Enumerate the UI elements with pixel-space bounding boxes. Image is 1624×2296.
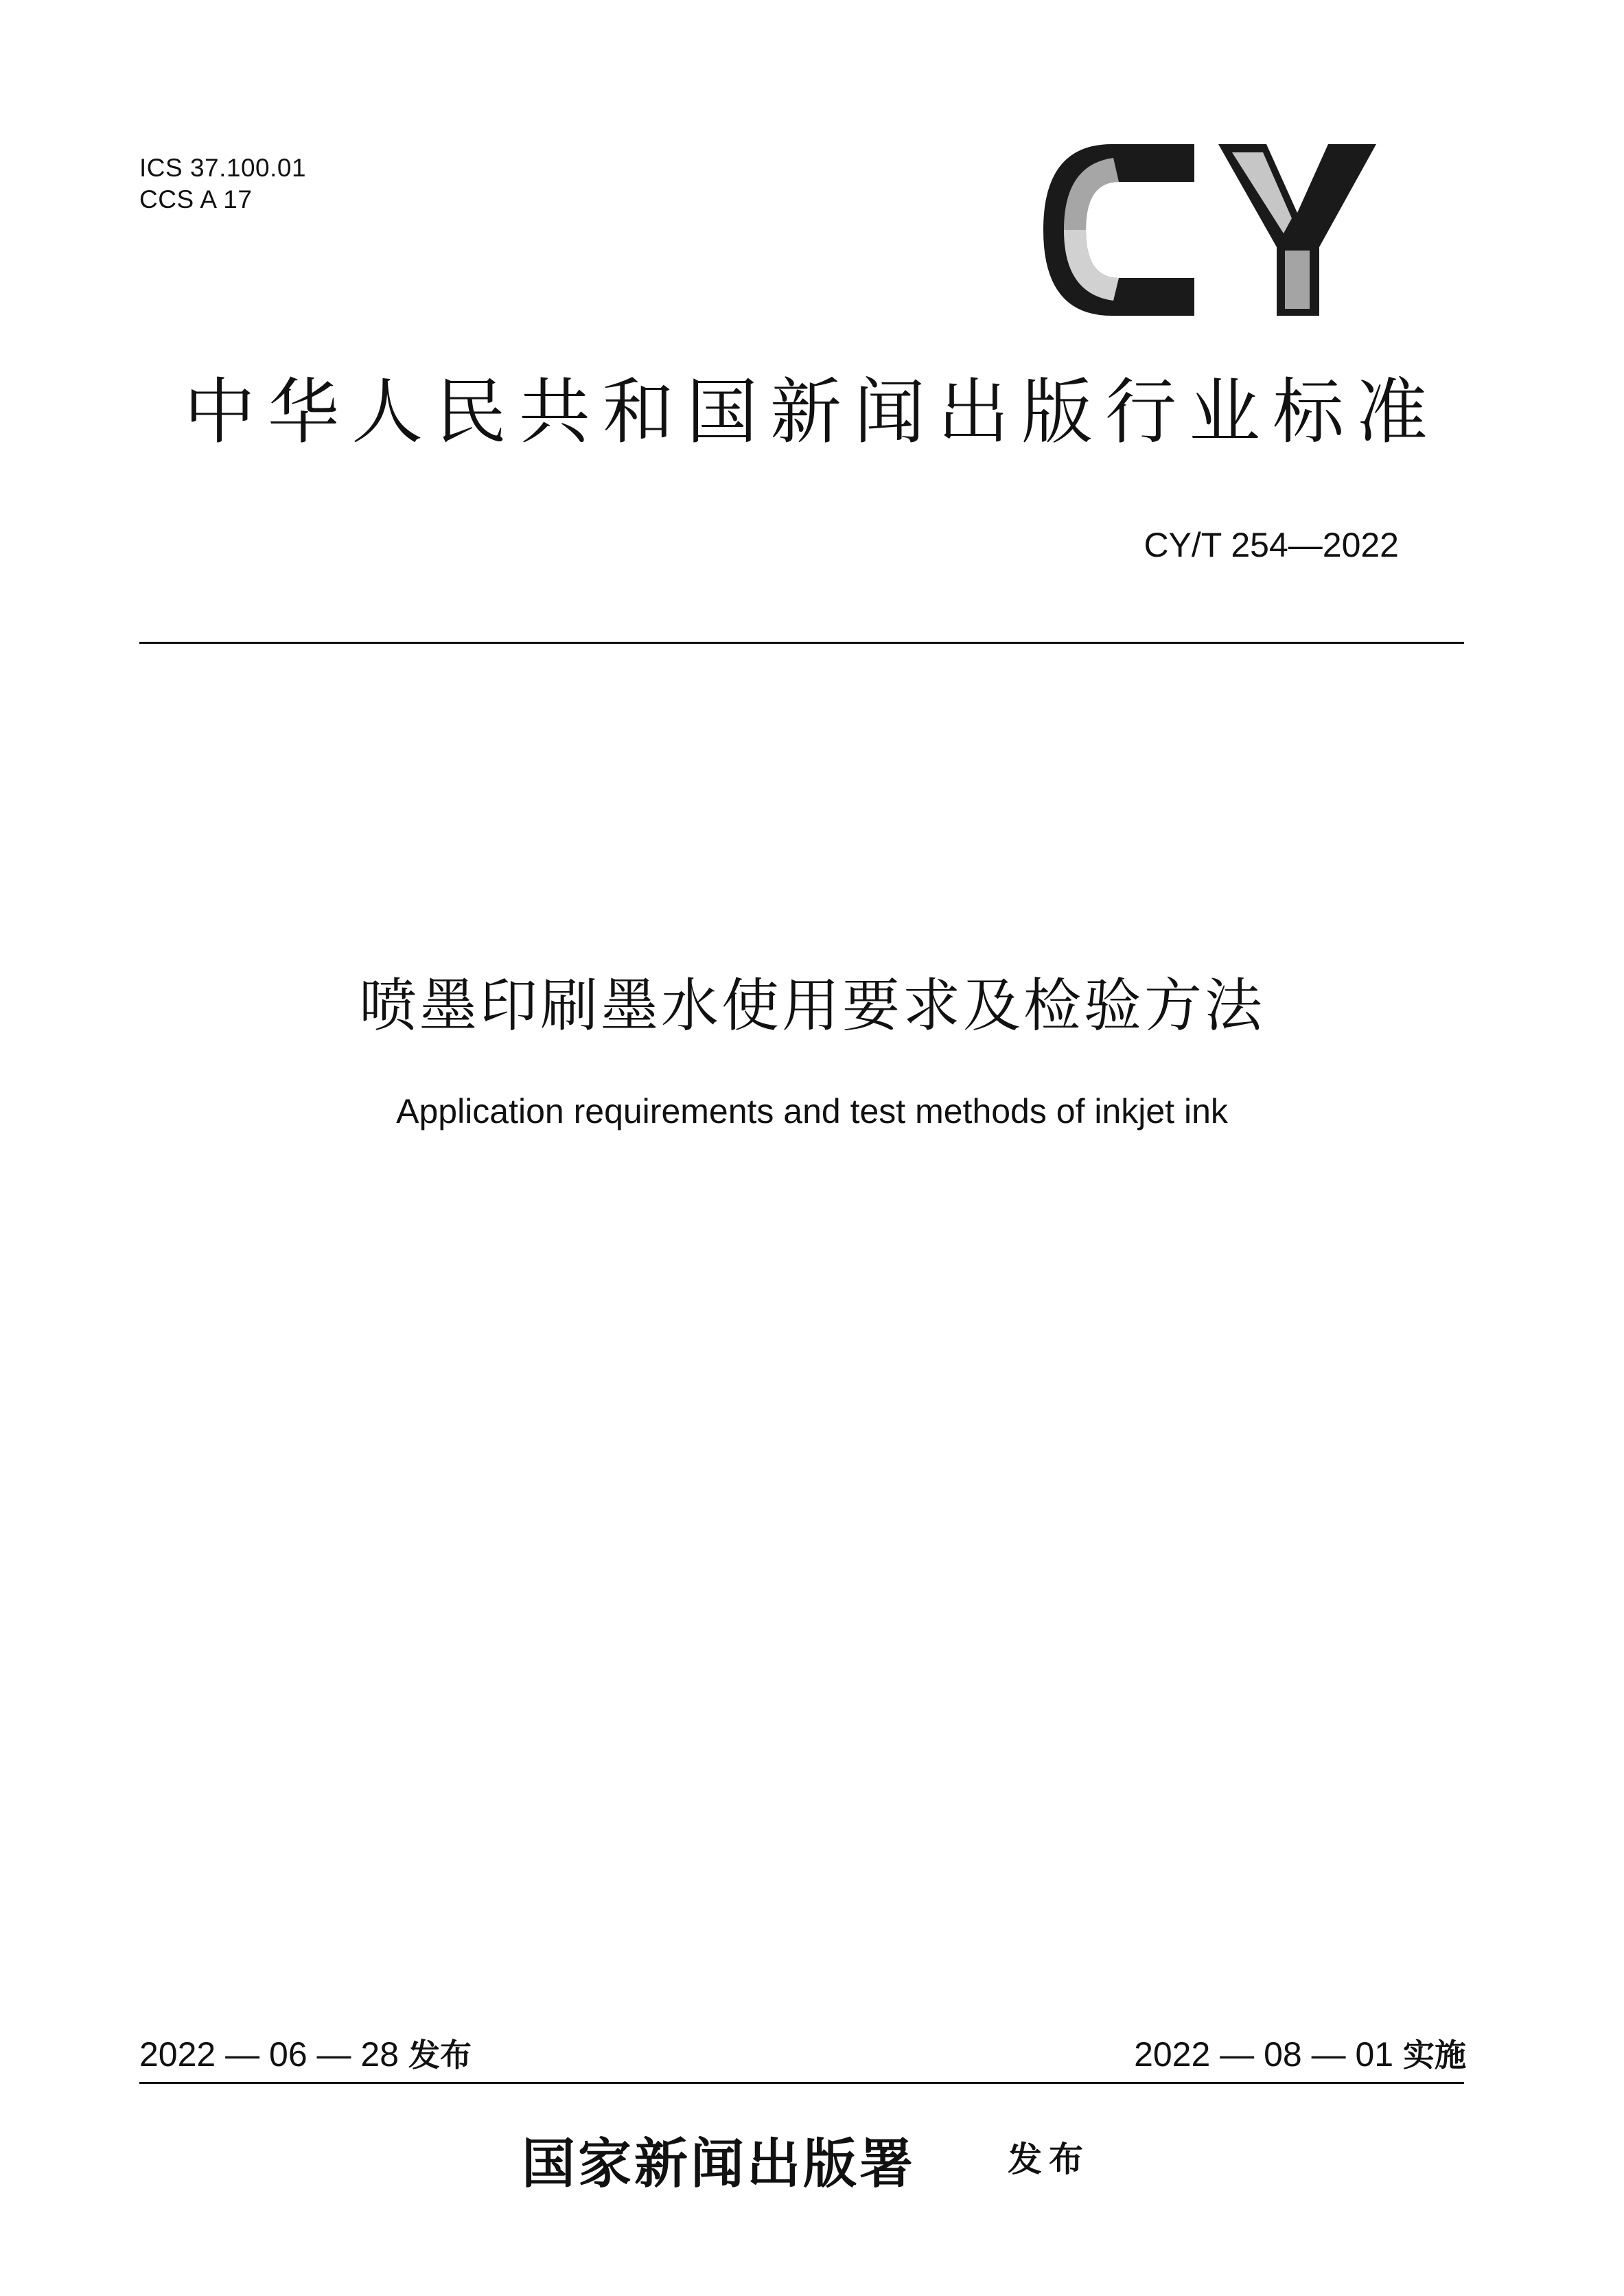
footer-divider [139,2082,1464,2084]
release-date: 2022 — 06 — 28 [139,2035,399,2074]
release-label: 发布 [408,2037,472,2074]
classification-codes [139,152,306,216]
publisher-name: 国家新闻出版署 [522,2133,916,2195]
standard-category-title: 中华人民共和国新闻出版行业标准 [183,370,1440,454]
document-title-english: Application requirements and test methods of inkjet ink [396,1092,1228,1130]
cy-logo [1036,137,1380,323]
document-title-chinese: 喷墨印刷墨水使用要求及检验方法 [358,972,1265,1039]
implement-date: 2022 — 08 — 01 [1134,2035,1394,2074]
standard-number: CY/T 254—2022 [1144,526,1399,564]
ics-code: ICS 37.100.01 [139,154,307,182]
implement-date-line [1134,2030,1466,2076]
release-date-line [139,2030,472,2076]
ccs-code: CCS A 17 [139,185,253,213]
implement-label: 实施 [1403,2037,1466,2074]
header-divider [139,642,1464,644]
publisher-action: 发布 [1008,2140,1090,2179]
